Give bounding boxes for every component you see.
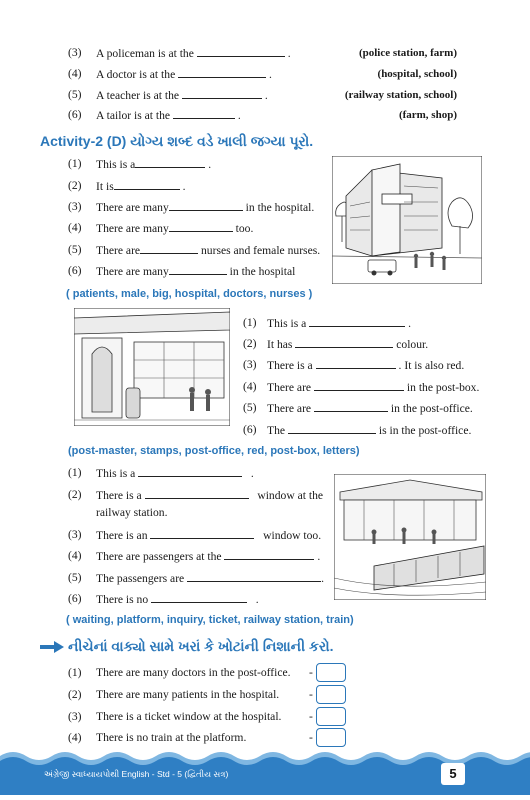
hint: (police station, farm) xyxy=(358,47,457,59)
sentence: There is a . It is also red. xyxy=(267,359,465,372)
sentence: A teacher is at the . xyxy=(96,89,268,102)
answer-blank[interactable] xyxy=(114,179,180,190)
page-number: 5 xyxy=(441,763,465,785)
answer-blank[interactable] xyxy=(178,67,266,78)
sentence: The passengers are . xyxy=(96,572,325,585)
item-number: (6) xyxy=(68,592,82,605)
item-number: (2) xyxy=(243,337,257,350)
dash: - xyxy=(309,688,313,701)
statement: There is a ticket window at the hospital. xyxy=(96,710,282,723)
true-false-heading: નીચેનાં વાક્યો સામે ખરાં કે ખોટાંની નિશાની કરો. xyxy=(68,638,334,654)
item-number: (1) xyxy=(243,316,257,329)
word-options: (post-master, stamps, post-office, red, post-box, letters) xyxy=(68,445,360,457)
item-number: (3) xyxy=(68,710,82,723)
item-number: (6) xyxy=(68,264,82,277)
item-number: (2) xyxy=(68,688,82,701)
statement: There are many patients in the hospital. xyxy=(96,688,280,701)
answer-blank[interactable] xyxy=(187,571,321,582)
dash: - xyxy=(309,666,313,679)
statement: There is no train at the platform. xyxy=(96,731,247,744)
sentence: This is a . xyxy=(96,467,254,480)
answer-blank[interactable] xyxy=(169,221,233,232)
answer-box[interactable] xyxy=(316,728,346,747)
item-number: (3) xyxy=(68,200,82,213)
item-number: (2) xyxy=(68,179,82,192)
item-number: (1) xyxy=(68,157,82,170)
hint: (farm, shop) xyxy=(398,109,457,121)
item-number: (4) xyxy=(68,549,82,562)
sentence: There is no . xyxy=(96,593,259,606)
answer-blank[interactable] xyxy=(138,466,242,477)
answer-box[interactable] xyxy=(316,663,346,682)
sentence: This is a . xyxy=(267,317,412,330)
hint: (railway station, school) xyxy=(344,89,457,101)
sentence: There is an window too. xyxy=(96,529,322,542)
answer-blank[interactable] xyxy=(169,264,227,275)
item-number: (6) xyxy=(243,423,257,436)
item-number: (4) xyxy=(68,731,82,744)
hospital-illustration xyxy=(332,156,482,284)
footer-book-title: અંગ્રેજી સ્વાધ્યાયપોથી English - Std - 5 (દ્વિતીય સત્ર) xyxy=(44,769,229,779)
sentence: This is a . xyxy=(96,158,212,171)
item-number: (5) xyxy=(68,571,82,584)
answer-blank[interactable] xyxy=(169,200,243,211)
activity-heading: Activity-2 (D) યોગ્ય શબ્દ વડે ખાલી જગ્યા પૂરો. xyxy=(40,133,314,149)
item-number: (5) xyxy=(243,401,257,414)
sentence: There is a window at the xyxy=(96,489,324,502)
sentence: There are many in the hospital xyxy=(96,265,296,278)
sentence: A policeman is at the . xyxy=(96,47,291,60)
item-number: (4) xyxy=(68,67,82,80)
sentence: It is . xyxy=(96,180,186,193)
answer-blank[interactable] xyxy=(145,488,249,499)
answer-blank[interactable] xyxy=(314,401,388,412)
item-number: (3) xyxy=(68,528,82,541)
answer-box[interactable] xyxy=(316,685,346,704)
item-number: (3) xyxy=(243,358,257,371)
answer-blank[interactable] xyxy=(173,108,235,119)
statement: There are many doctors in the post-office. xyxy=(96,666,291,679)
item-number: (6) xyxy=(68,108,82,121)
railway-station-illustration xyxy=(334,474,486,600)
item-number: (4) xyxy=(68,221,82,234)
dash: - xyxy=(309,731,313,744)
word-options: ( patients, male, big, hospital, doctors, nurses ) xyxy=(66,288,313,300)
sentence: The is in the post-office. xyxy=(267,424,472,437)
sentence: There are in the post-box. xyxy=(267,381,480,394)
answer-blank[interactable] xyxy=(140,243,198,254)
sentence: There are nurses and female nurses. xyxy=(96,244,321,257)
answer-blank[interactable] xyxy=(288,423,376,434)
sentence: A doctor is at the . xyxy=(96,68,272,81)
answer-box[interactable] xyxy=(316,707,346,726)
word-options: ( waiting, platform, inquiry, ticket, railway station, train) xyxy=(66,614,354,626)
answer-blank[interactable] xyxy=(295,337,393,348)
item-number: (3) xyxy=(68,46,82,59)
answer-blank[interactable] xyxy=(182,88,262,99)
answer-blank[interactable] xyxy=(135,157,205,168)
answer-blank[interactable] xyxy=(316,358,396,369)
item-number: (1) xyxy=(68,466,82,479)
sentence: A tailor is at the . xyxy=(96,109,241,122)
arrow-icon xyxy=(40,640,64,652)
answer-blank[interactable] xyxy=(314,380,404,391)
sentence: There are in the post-office. xyxy=(267,402,473,415)
sentence-continuation: railway station. xyxy=(96,506,168,519)
answer-blank[interactable] xyxy=(197,46,285,57)
answer-blank[interactable] xyxy=(150,528,254,539)
sentence: There are many too. xyxy=(96,222,254,235)
item-number: (5) xyxy=(68,243,82,256)
item-number: (4) xyxy=(243,380,257,393)
item-number: (1) xyxy=(68,666,82,679)
post-office-illustration xyxy=(74,308,230,426)
hint: (hospital, school) xyxy=(377,68,457,80)
sentence: There are passengers at the . xyxy=(96,550,321,563)
item-number: (2) xyxy=(68,488,82,501)
sentence: It has colour. xyxy=(267,338,429,351)
answer-blank[interactable] xyxy=(309,316,405,327)
sentence: There are many in the hospital. xyxy=(96,201,315,214)
dash: - xyxy=(309,710,313,723)
answer-blank[interactable] xyxy=(224,549,314,560)
item-number: (5) xyxy=(68,88,82,101)
answer-blank[interactable] xyxy=(151,592,247,603)
